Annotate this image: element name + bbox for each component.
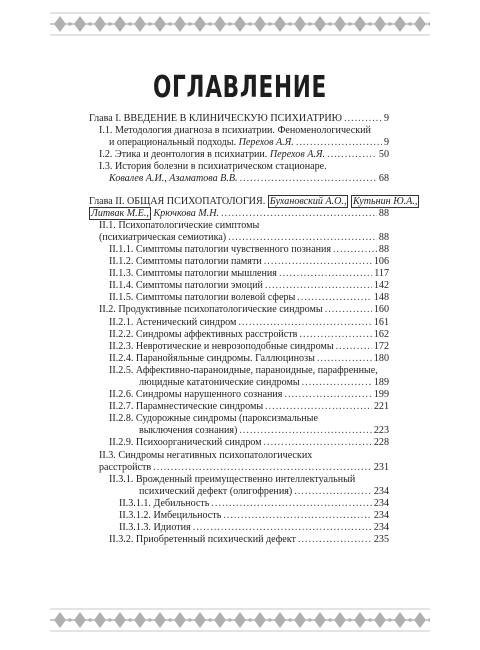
toc-item[interactable] — [89, 474, 389, 486]
ornament-diamond — [94, 16, 106, 32]
ornament-dot — [288, 618, 292, 622]
toc-item[interactable] — [89, 498, 389, 510]
toc-item[interactable] — [89, 220, 389, 232]
toc-item-number: II.2.3. — [109, 340, 134, 352]
ornament-dot — [68, 22, 72, 26]
toc-item-number: II.2.4. — [109, 352, 134, 364]
ornament-dot — [428, 22, 430, 26]
toc-item-title: расстройств — [99, 461, 152, 473]
section-1-3-page: 68 — [378, 173, 389, 185]
toc-item[interactable] — [89, 401, 389, 413]
toc-item-title: Синдромы нарушенного сознания — [135, 389, 283, 401]
toc-item[interactable] — [89, 450, 389, 462]
ornament-dot — [108, 22, 112, 26]
ornament-diamond — [354, 612, 366, 628]
ornament-dot — [368, 618, 372, 622]
ornament-dot — [348, 618, 352, 622]
ornament-diamond — [294, 612, 306, 628]
chapter-2-page: 88 — [378, 207, 389, 219]
toc-item-title: психический дефект (олигофрения) — [139, 485, 293, 497]
ornament-diamond — [74, 16, 86, 32]
ornament-diamond — [314, 16, 326, 32]
ornament-diamond — [394, 612, 406, 628]
chapter-2-title: Глава II. ОБЩАЯ ПСИХОПАТОЛОГИЯ. — [89, 195, 266, 207]
toc-item-number: II.2.5. — [109, 364, 134, 376]
toc-item-number: II.1.3. — [109, 268, 134, 280]
toc-item-number: II.2.6. — [109, 389, 134, 401]
section-1-3-author: Ковалев А.И., Азаматова В.В. — [109, 173, 238, 185]
ornament-dot — [88, 618, 92, 622]
ornament-dot — [308, 22, 312, 26]
section-1-2-author: Перехов А.Я. — [269, 149, 326, 161]
ornament-dot — [68, 618, 72, 622]
toc-item-number: II.2.2. — [109, 328, 134, 340]
toc-item-number: II.1. — [99, 219, 116, 231]
ornament-dot — [248, 22, 252, 26]
toc-item[interactable] — [89, 244, 389, 256]
ornament-diamond — [174, 612, 186, 628]
toc-item[interactable] — [89, 353, 389, 365]
toc-item-page: 88 — [378, 243, 389, 255]
table-of-contents — [89, 113, 418, 546]
toc-item-title: Синдромы аффективных расстройств — [135, 328, 298, 340]
toc-item-number: II.1.5. — [109, 292, 134, 304]
ornament-dot — [248, 618, 252, 622]
toc-item-title: Симптомы патологии памяти — [135, 256, 262, 268]
toc-item-number: II.2.8. — [109, 413, 134, 425]
toc-item-title: люцидные кататонические синдромы — [139, 376, 300, 388]
ornament-dot — [408, 618, 412, 622]
ornament-diamond — [194, 16, 206, 32]
section-1-2-entry[interactable] — [89, 149, 389, 161]
ornament-dot — [408, 22, 412, 26]
ornament-diamond — [374, 612, 386, 628]
section-1-1-author: Перехов А.Я. — [238, 137, 294, 149]
toc-item-page: 162 — [373, 328, 389, 340]
ornament-diamond — [234, 612, 246, 628]
toc-item-title: Паранойяльные синдромы. Галлюцинозы — [135, 352, 315, 364]
ornament-diamond — [134, 16, 146, 32]
toc-item[interactable] — [89, 365, 389, 377]
ornament-dot — [128, 22, 132, 26]
ornament-dot — [388, 618, 392, 622]
ornament-dot — [308, 618, 312, 622]
ornament-diamond — [114, 612, 126, 628]
toc-item[interactable] — [89, 232, 389, 244]
toc-item[interactable] — [89, 462, 389, 474]
ornament-dot — [268, 22, 272, 26]
ornament-dot — [148, 22, 152, 26]
ornament-dot — [368, 22, 372, 26]
ornament-dot — [188, 22, 192, 26]
toc-item-page: 221 — [373, 401, 389, 413]
ornament-dot — [128, 618, 132, 622]
ornament-dot — [168, 618, 172, 622]
toc-item-page: 161 — [373, 316, 389, 328]
ornament-diamond — [334, 612, 346, 628]
ornament-dot — [388, 22, 392, 26]
toc-item[interactable] — [89, 377, 389, 389]
toc-item-page: 148 — [373, 292, 389, 304]
section-1-3-entry[interactable] — [89, 161, 389, 185]
ornament-dot — [188, 618, 192, 622]
ornament-dot — [108, 618, 112, 622]
ornament-diamond — [274, 612, 286, 628]
section-1-1-page: 9 — [383, 137, 389, 149]
toc-item-page: 142 — [373, 280, 389, 292]
toc-item[interactable] — [89, 510, 389, 522]
toc-item-page: 234 — [373, 497, 389, 509]
toc-item[interactable] — [89, 304, 389, 316]
ornament-diamond — [394, 16, 406, 32]
toc-item-number: II.1.2. — [109, 256, 134, 268]
ornament-dot — [168, 22, 172, 26]
toc-item-number: II.3.1.3. — [119, 522, 151, 534]
toc-item-number: II.2.7. — [109, 401, 134, 413]
toc-item[interactable] — [89, 486, 389, 498]
toc-item-title: Астенический синдром — [135, 316, 237, 328]
toc-item-number: II.3.1.2. — [119, 510, 151, 521]
toc-item[interactable] — [89, 437, 389, 449]
ornament-dot — [328, 22, 332, 26]
ornament-dot — [268, 618, 272, 622]
subsection-list — [89, 220, 389, 547]
chapter-1-page: 9 — [383, 113, 389, 124]
toc-item-title: Невротические и неврозоподобные синдромы — [135, 340, 334, 352]
toc-item[interactable] — [89, 317, 389, 329]
toc-item-title: Приобретенный психический дефект — [135, 534, 296, 546]
ornament-diamond — [234, 16, 246, 32]
toc-item[interactable] — [89, 341, 389, 353]
toc-item-title: выключения сознания) — [139, 425, 238, 437]
ornament-diamond — [154, 612, 166, 628]
toc-item[interactable] — [89, 280, 389, 292]
toc-item-title: Дебильность — [153, 497, 210, 509]
toc-item-page: 234 — [373, 510, 389, 521]
toc-item-page: 106 — [373, 256, 389, 268]
toc-item-page: 172 — [373, 340, 389, 352]
section-1-3-title: I.3. История болезни в психиатрическом стационаре. — [99, 161, 327, 173]
toc-item-title: Психоорганический синдром — [135, 437, 262, 449]
toc-item-number: II.3.1. — [109, 473, 134, 485]
toc-item-page: 180 — [373, 352, 389, 364]
page-title: ОГЛАВЛЕНИЕ — [152, 70, 328, 105]
toc-item[interactable] — [89, 534, 389, 546]
ornament-diamond — [314, 612, 326, 628]
toc-item-page: 199 — [373, 389, 389, 401]
ornament-diamond — [294, 16, 306, 32]
toc-item[interactable] — [89, 292, 389, 304]
toc-item-number: II.2. — [99, 304, 116, 316]
ornament-dot — [328, 618, 332, 622]
toc-item-number: II.2.9. — [109, 437, 134, 449]
chapter-1-entry[interactable] — [89, 113, 389, 125]
toc-item-title: Парамнестические синдромы — [135, 401, 264, 413]
toc-item-title: Продуктивные психопатологические синдромы — [118, 304, 323, 316]
chapter-2-entry[interactable] — [89, 195, 418, 220]
toc-item[interactable] — [89, 256, 389, 268]
toc-item-title: Идиотия — [153, 522, 191, 534]
ornament-diamond — [414, 612, 426, 628]
ornament-diamond — [54, 612, 66, 628]
ornament-dot — [148, 618, 152, 622]
ornament-dot — [88, 22, 92, 26]
ornament-diamond — [74, 612, 86, 628]
ornament-dot — [348, 22, 352, 26]
toc-item-page: 234 — [373, 485, 389, 497]
chapter-2-author-1: Бухановский А.О., — [269, 195, 347, 207]
ornament-diamond — [134, 612, 146, 628]
toc-item[interactable] — [89, 268, 389, 280]
section-1-1-title: I.1. Методология диагноза в психиатрии. Феноменологический — [99, 125, 371, 137]
chapter-2-author-4: Крючкова М.Н. — [153, 207, 220, 219]
toc-item-title: Психопатологические симптомы — [118, 219, 260, 231]
toc-item-title: Симптомы патологии чувственного познания — [135, 243, 332, 255]
ornament-diamond — [194, 612, 206, 628]
toc-item-title: Имбецильность — [153, 510, 222, 521]
ornament-diamond — [114, 16, 126, 32]
ornament-dot — [228, 618, 232, 622]
ornament-diamond — [274, 16, 286, 32]
toc-item-page: 234 — [373, 522, 389, 534]
toc-item-number: II.1.1. — [109, 243, 134, 255]
ornament-diamond — [354, 16, 366, 32]
toc-item-page: 189 — [373, 376, 389, 388]
toc-item[interactable] — [89, 425, 389, 437]
ornament-diamond — [214, 612, 226, 628]
ornament-diamond — [374, 16, 386, 32]
ornament-dot — [208, 618, 212, 622]
ornament-diamond — [54, 16, 66, 32]
toc-item[interactable] — [89, 413, 389, 425]
section-1-1-title-cont: и операциональный подходы. — [109, 137, 237, 149]
ornament-diamond — [254, 16, 266, 32]
ornament-dot — [428, 618, 430, 622]
section-1-1-entry[interactable] — [89, 125, 389, 149]
toc-item-page: 223 — [373, 425, 389, 437]
toc-item-title: Синдромы негативных психопатологических — [118, 449, 313, 461]
ornament-dot — [208, 22, 212, 26]
bottom-ornament-border — [50, 606, 430, 634]
toc-item-number: II.3. — [99, 449, 116, 461]
toc-item-number: II.1.4. — [109, 280, 134, 292]
toc-item-title: Симптомы патологии волевой сферы — [135, 292, 296, 304]
toc-item[interactable] — [89, 522, 389, 534]
ornament-diamond — [94, 612, 106, 628]
chapter-2-author-2: Кутьнин Ю.А., — [353, 195, 418, 207]
toc-item-title: Симптомы патологии мышления — [135, 268, 277, 280]
toc-item-number: II.3.2. — [109, 534, 134, 546]
ornament-diamond — [174, 16, 186, 32]
ornament-diamond — [334, 16, 346, 32]
toc-item-number: II.2.1. — [109, 316, 134, 328]
toc-item-number: II.3.1.1. — [119, 497, 151, 509]
toc-item-page: 228 — [373, 437, 389, 449]
ornament-diamond — [154, 16, 166, 32]
toc-item-page: 235 — [373, 534, 389, 546]
toc-item-title: (психиатрическая семиотика) — [99, 231, 227, 243]
toc-item[interactable] — [89, 329, 389, 341]
section-1-2-title: I.2. Этика и деонтология в психиатрии. — [99, 149, 268, 161]
chapter-1-title: Глава I. ВВЕДЕНИЕ В КЛИНИЧЕСКУЮ ПСИХИАТРИЮ — [89, 113, 343, 124]
toc-item-page: 88 — [378, 231, 389, 243]
section-1-2-page: 50 — [378, 149, 389, 161]
toc-item-title: Симптомы патологии эмоций — [135, 280, 263, 292]
toc-item-page: 117 — [374, 268, 389, 280]
top-ornament-border — [50, 10, 430, 38]
chapter-2-author-3: Литвак М.Е., — [91, 207, 149, 219]
ornament-dot — [228, 22, 232, 26]
toc-item-page: 160 — [373, 304, 389, 316]
toc-item-title: Судорожные синдромы (пароксизмальные — [135, 413, 318, 425]
toc-item-page: 231 — [373, 461, 389, 473]
ornament-diamond — [414, 16, 426, 32]
toc-item[interactable] — [89, 389, 389, 401]
ornament-diamond — [254, 612, 266, 628]
ornament-dot — [288, 22, 292, 26]
ornament-diamond — [214, 16, 226, 32]
toc-item-title: Аффективно-параноидные, параноидные, парафренные, — [135, 364, 378, 376]
toc-item-title: Врожденный преимущественно интеллектуальный — [135, 473, 356, 485]
